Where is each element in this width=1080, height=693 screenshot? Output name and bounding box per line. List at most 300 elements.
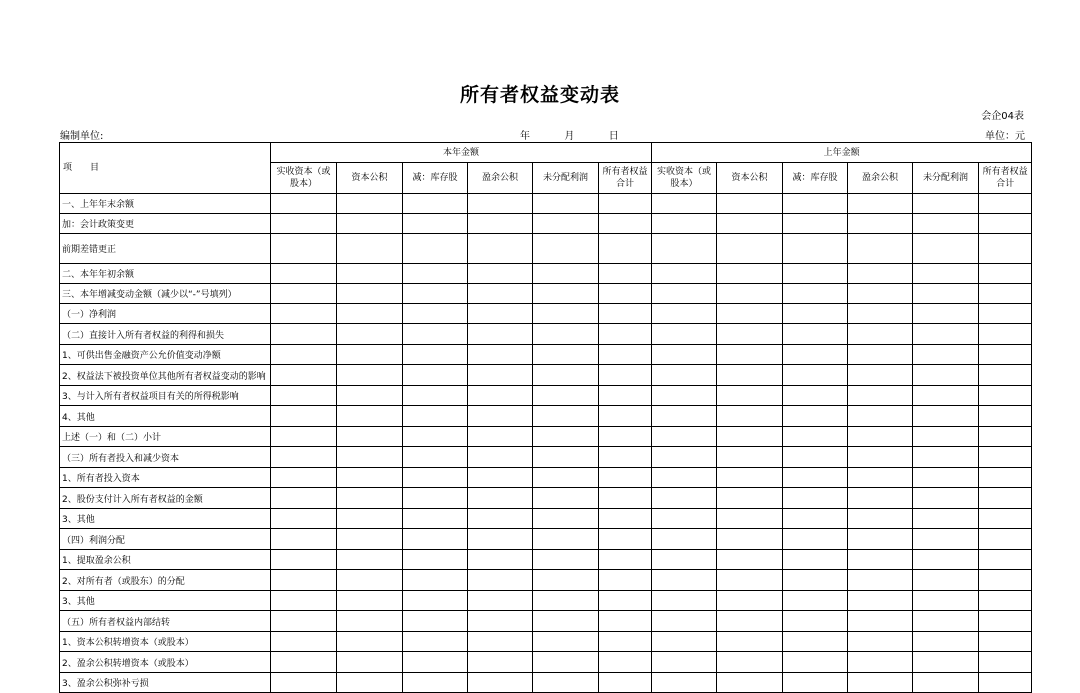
- amount-cell[interactable]: [403, 365, 468, 386]
- amount-cell[interactable]: [533, 447, 599, 468]
- amount-cell[interactable]: [717, 468, 783, 488]
- amount-cell[interactable]: [848, 304, 913, 324]
- amount-cell[interactable]: [848, 529, 913, 550]
- amount-cell[interactable]: [337, 386, 403, 406]
- amount-cell[interactable]: [979, 214, 1032, 234]
- amount-cell[interactable]: [783, 550, 848, 570]
- amount-cell[interactable]: [337, 264, 403, 284]
- amount-cell[interactable]: [652, 570, 717, 591]
- row-label: （二）直接计入所有者权益的利得和损失: [60, 324, 271, 345]
- amount-cell[interactable]: [652, 611, 717, 632]
- amount-cell[interactable]: [468, 529, 533, 550]
- amount-cell[interactable]: [652, 632, 717, 652]
- amount-cell[interactable]: [913, 468, 979, 488]
- amount-cell[interactable]: [979, 406, 1032, 427]
- amount-cell[interactable]: [913, 304, 979, 324]
- amount-cell[interactable]: [403, 284, 468, 304]
- amount-cell[interactable]: [979, 529, 1032, 550]
- amount-cell[interactable]: [403, 427, 468, 447]
- amount-cell[interactable]: [783, 194, 848, 214]
- amount-cell[interactable]: [652, 234, 717, 264]
- amount-cell[interactable]: [403, 264, 468, 284]
- amount-cell[interactable]: [652, 529, 717, 550]
- amount-cell[interactable]: [599, 632, 652, 652]
- amount-cell[interactable]: [403, 214, 468, 234]
- amount-cell[interactable]: [403, 591, 468, 611]
- amount-cell[interactable]: [652, 509, 717, 529]
- amount-cell[interactable]: [717, 324, 783, 345]
- amount-cell[interactable]: [652, 365, 717, 386]
- amount-cell[interactable]: [783, 214, 848, 234]
- amount-cell[interactable]: [599, 488, 652, 509]
- amount-cell[interactable]: [468, 447, 533, 468]
- amount-cell[interactable]: [979, 264, 1032, 284]
- amount-cell[interactable]: [652, 194, 717, 214]
- amount-cell[interactable]: [979, 468, 1032, 488]
- amount-cell[interactable]: [468, 570, 533, 591]
- amount-cell[interactable]: [533, 529, 599, 550]
- amount-cell[interactable]: [533, 386, 599, 406]
- amount-cell[interactable]: [717, 591, 783, 611]
- amount-cell[interactable]: [913, 345, 979, 365]
- amount-cell[interactable]: [848, 673, 913, 693]
- amount-cell[interactable]: [271, 284, 337, 304]
- amount-cell[interactable]: [468, 488, 533, 509]
- amount-cell[interactable]: [468, 673, 533, 693]
- amount-cell[interactable]: [403, 529, 468, 550]
- amount-cell[interactable]: [717, 345, 783, 365]
- amount-cell[interactable]: [783, 652, 848, 673]
- amount-cell[interactable]: [533, 591, 599, 611]
- amount-cell[interactable]: [783, 365, 848, 386]
- amount-cell[interactable]: [848, 386, 913, 406]
- amount-cell[interactable]: [717, 673, 783, 693]
- amount-cell[interactable]: [652, 488, 717, 509]
- amount-cell[interactable]: [717, 406, 783, 427]
- amount-cell[interactable]: [913, 264, 979, 284]
- amount-cell[interactable]: [533, 550, 599, 570]
- amount-cell[interactable]: [468, 632, 533, 652]
- amount-cell[interactable]: [599, 529, 652, 550]
- amount-cell[interactable]: [403, 632, 468, 652]
- amount-cell[interactable]: [533, 632, 599, 652]
- amount-cell[interactable]: [337, 345, 403, 365]
- amount-cell[interactable]: [271, 406, 337, 427]
- amount-cell[interactable]: [271, 345, 337, 365]
- row-label: 1、提取盈余公积: [60, 550, 271, 570]
- amount-cell[interactable]: [848, 509, 913, 529]
- amount-cell[interactable]: [913, 611, 979, 632]
- amount-cell[interactable]: [468, 234, 533, 264]
- amount-cell[interactable]: [652, 673, 717, 693]
- amount-cell[interactable]: [783, 284, 848, 304]
- amount-cell[interactable]: [783, 234, 848, 264]
- amount-cell[interactable]: [913, 194, 979, 214]
- amount-cell[interactable]: [717, 509, 783, 529]
- amount-cell[interactable]: [271, 264, 337, 284]
- amount-cell[interactable]: [468, 365, 533, 386]
- amount-cell[interactable]: [913, 284, 979, 304]
- amount-cell[interactable]: [337, 214, 403, 234]
- amount-cell[interactable]: [979, 234, 1032, 264]
- amount-cell[interactable]: [599, 611, 652, 632]
- amount-cell[interactable]: [271, 304, 337, 324]
- amount-cell[interactable]: [533, 214, 599, 234]
- amount-cell[interactable]: [783, 264, 848, 284]
- amount-cell[interactable]: [717, 550, 783, 570]
- amount-cell[interactable]: [599, 386, 652, 406]
- amount-cell[interactable]: [468, 194, 533, 214]
- amount-cell[interactable]: [783, 570, 848, 591]
- amount-cell[interactable]: [783, 509, 848, 529]
- amount-cell[interactable]: [979, 570, 1032, 591]
- amount-cell[interactable]: [848, 570, 913, 591]
- amount-cell[interactable]: [979, 304, 1032, 324]
- amount-cell[interactable]: [783, 673, 848, 693]
- amount-cell[interactable]: [271, 632, 337, 652]
- amount-cell[interactable]: [403, 406, 468, 427]
- amount-cell[interactable]: [337, 365, 403, 386]
- amount-cell[interactable]: [271, 550, 337, 570]
- amount-cell[interactable]: [337, 468, 403, 488]
- amount-cell[interactable]: [913, 529, 979, 550]
- amount-cell[interactable]: [979, 447, 1032, 468]
- amount-cell[interactable]: [652, 264, 717, 284]
- amount-cell[interactable]: [848, 264, 913, 284]
- amount-cell[interactable]: [979, 673, 1032, 693]
- amount-cell[interactable]: [337, 529, 403, 550]
- amount-cell[interactable]: [599, 591, 652, 611]
- amount-cell[interactable]: [271, 611, 337, 632]
- amount-cell[interactable]: [533, 284, 599, 304]
- amount-cell[interactable]: [848, 652, 913, 673]
- amount-cell[interactable]: [848, 447, 913, 468]
- amount-cell[interactable]: [533, 264, 599, 284]
- amount-cell[interactable]: [979, 427, 1032, 447]
- amount-cell[interactable]: [271, 591, 337, 611]
- amount-cell[interactable]: [717, 570, 783, 591]
- amount-cell[interactable]: [913, 570, 979, 591]
- amount-cell[interactable]: [337, 304, 403, 324]
- amount-cell[interactable]: [652, 406, 717, 427]
- column-header-prior-2: 资本公积: [717, 163, 783, 194]
- amount-cell[interactable]: [468, 652, 533, 673]
- amount-cell[interactable]: [271, 194, 337, 214]
- amount-cell[interactable]: [403, 447, 468, 468]
- amount-cell[interactable]: [979, 194, 1032, 214]
- amount-cell[interactable]: [533, 365, 599, 386]
- amount-cell[interactable]: [599, 194, 652, 214]
- amount-cell[interactable]: [533, 194, 599, 214]
- amount-cell[interactable]: [913, 632, 979, 652]
- amount-cell[interactable]: [848, 427, 913, 447]
- amount-cell[interactable]: [848, 488, 913, 509]
- amount-cell[interactable]: [337, 652, 403, 673]
- amount-cell[interactable]: [979, 509, 1032, 529]
- amount-cell[interactable]: [783, 324, 848, 345]
- amount-cell[interactable]: [652, 427, 717, 447]
- amount-cell[interactable]: [717, 234, 783, 264]
- amount-cell[interactable]: [979, 652, 1032, 673]
- amount-cell[interactable]: [468, 264, 533, 284]
- amount-cell[interactable]: [468, 611, 533, 632]
- amount-cell[interactable]: [599, 304, 652, 324]
- amount-cell[interactable]: [533, 611, 599, 632]
- amount-cell[interactable]: [468, 214, 533, 234]
- amount-cell[interactable]: [403, 324, 468, 345]
- amount-cell[interactable]: [271, 386, 337, 406]
- amount-cell[interactable]: [403, 611, 468, 632]
- amount-cell[interactable]: [783, 345, 848, 365]
- table-row: [60, 264, 1032, 284]
- amount-cell[interactable]: [599, 345, 652, 365]
- amount-cell[interactable]: [271, 652, 337, 673]
- amount-cell[interactable]: [913, 427, 979, 447]
- amount-cell[interactable]: [468, 550, 533, 570]
- amount-cell[interactable]: [468, 468, 533, 488]
- amount-cell[interactable]: [717, 194, 783, 214]
- amount-cell[interactable]: [717, 447, 783, 468]
- amount-cell[interactable]: [599, 406, 652, 427]
- amount-cell[interactable]: [913, 234, 979, 264]
- amount-cell[interactable]: [913, 673, 979, 693]
- amount-cell[interactable]: [599, 234, 652, 264]
- amount-cell[interactable]: [533, 324, 599, 345]
- amount-cell[interactable]: [717, 214, 783, 234]
- amount-cell[interactable]: [599, 447, 652, 468]
- amount-cell[interactable]: [717, 611, 783, 632]
- amount-cell[interactable]: [783, 447, 848, 468]
- amount-cell[interactable]: [337, 194, 403, 214]
- amount-cell[interactable]: [533, 652, 599, 673]
- amount-cell[interactable]: [599, 427, 652, 447]
- row-label: 二、本年年初余额: [60, 264, 271, 284]
- amount-cell[interactable]: [913, 550, 979, 570]
- amount-cell[interactable]: [468, 386, 533, 406]
- amount-cell[interactable]: [913, 509, 979, 529]
- amount-cell[interactable]: [783, 529, 848, 550]
- amount-cell[interactable]: [468, 345, 533, 365]
- amount-cell[interactable]: [271, 570, 337, 591]
- amount-cell[interactable]: [337, 234, 403, 264]
- amount-cell[interactable]: [717, 427, 783, 447]
- amount-cell[interactable]: [533, 234, 599, 264]
- amount-cell[interactable]: [337, 509, 403, 529]
- amount-cell[interactable]: [848, 284, 913, 304]
- amount-cell[interactable]: [271, 468, 337, 488]
- amount-cell[interactable]: [599, 509, 652, 529]
- amount-cell[interactable]: [337, 427, 403, 447]
- amount-cell[interactable]: [783, 406, 848, 427]
- amount-cell[interactable]: [652, 386, 717, 406]
- amount-cell[interactable]: [599, 468, 652, 488]
- amount-cell[interactable]: [403, 345, 468, 365]
- amount-cell[interactable]: [468, 304, 533, 324]
- amount-cell[interactable]: [913, 488, 979, 509]
- amount-cell[interactable]: [979, 488, 1032, 509]
- amount-cell[interactable]: [271, 365, 337, 386]
- amount-cell[interactable]: [403, 652, 468, 673]
- amount-cell[interactable]: [783, 468, 848, 488]
- amount-cell[interactable]: [717, 632, 783, 652]
- amount-cell[interactable]: [913, 365, 979, 386]
- amount-cell[interactable]: [533, 570, 599, 591]
- amount-cell[interactable]: [717, 652, 783, 673]
- amount-cell[interactable]: [337, 611, 403, 632]
- amount-cell[interactable]: [848, 611, 913, 632]
- amount-cell[interactable]: [337, 284, 403, 304]
- amount-cell[interactable]: [848, 214, 913, 234]
- amount-cell[interactable]: [848, 194, 913, 214]
- amount-cell[interactable]: [337, 570, 403, 591]
- amount-cell[interactable]: [979, 611, 1032, 632]
- amount-cell[interactable]: [337, 632, 403, 652]
- amount-cell[interactable]: [337, 406, 403, 427]
- amount-cell[interactable]: [403, 570, 468, 591]
- amount-cell[interactable]: [533, 468, 599, 488]
- amount-cell[interactable]: [717, 284, 783, 304]
- amount-cell[interactable]: [783, 488, 848, 509]
- amount-cell[interactable]: [271, 427, 337, 447]
- amount-cell[interactable]: [652, 447, 717, 468]
- amount-cell[interactable]: [533, 304, 599, 324]
- amount-cell[interactable]: [783, 591, 848, 611]
- amount-cell[interactable]: [979, 591, 1032, 611]
- amount-cell[interactable]: [468, 324, 533, 345]
- amount-cell[interactable]: [271, 324, 337, 345]
- amount-cell[interactable]: [652, 468, 717, 488]
- row-label: 3、其他: [60, 591, 271, 611]
- amount-cell[interactable]: [717, 264, 783, 284]
- amount-cell[interactable]: [533, 345, 599, 365]
- amount-cell[interactable]: [599, 673, 652, 693]
- amount-cell[interactable]: [599, 365, 652, 386]
- amount-cell[interactable]: [271, 488, 337, 509]
- amount-cell[interactable]: [913, 324, 979, 345]
- amount-cell[interactable]: [979, 284, 1032, 304]
- amount-cell[interactable]: [533, 406, 599, 427]
- amount-cell[interactable]: [599, 284, 652, 304]
- amount-cell[interactable]: [913, 652, 979, 673]
- amount-cell[interactable]: [403, 673, 468, 693]
- amount-cell[interactable]: [848, 234, 913, 264]
- amount-cell[interactable]: [717, 488, 783, 509]
- amount-cell[interactable]: [783, 386, 848, 406]
- amount-cell[interactable]: [403, 234, 468, 264]
- table-row: [60, 611, 1032, 632]
- amount-cell[interactable]: [652, 550, 717, 570]
- amount-cell[interactable]: [468, 591, 533, 611]
- amount-cell[interactable]: [271, 673, 337, 693]
- amount-cell[interactable]: [913, 447, 979, 468]
- table-row: [60, 427, 1032, 447]
- amount-cell[interactable]: [652, 304, 717, 324]
- amount-cell[interactable]: [848, 324, 913, 345]
- amount-cell[interactable]: [913, 591, 979, 611]
- amount-cell[interactable]: [979, 324, 1032, 345]
- row-label: 2、盈余公积转增资本（或股本）: [60, 652, 271, 673]
- amount-cell[interactable]: [271, 214, 337, 234]
- amount-cell[interactable]: [717, 386, 783, 406]
- amount-cell[interactable]: [848, 550, 913, 570]
- amount-cell[interactable]: [337, 324, 403, 345]
- amount-cell[interactable]: [652, 652, 717, 673]
- amount-cell[interactable]: [599, 264, 652, 284]
- amount-cell[interactable]: [848, 345, 913, 365]
- amount-cell[interactable]: [599, 652, 652, 673]
- amount-cell[interactable]: [403, 386, 468, 406]
- column-header-current-6: 所有者权益合计: [599, 163, 652, 194]
- amount-cell[interactable]: [913, 406, 979, 427]
- amount-cell[interactable]: [848, 406, 913, 427]
- amount-cell[interactable]: [599, 324, 652, 345]
- amount-cell[interactable]: [468, 427, 533, 447]
- amount-cell[interactable]: [468, 509, 533, 529]
- amount-cell[interactable]: [403, 488, 468, 509]
- amount-cell[interactable]: [337, 673, 403, 693]
- amount-cell[interactable]: [979, 365, 1032, 386]
- amount-cell[interactable]: [652, 345, 717, 365]
- amount-cell[interactable]: [848, 591, 913, 611]
- amount-cell[interactable]: [979, 345, 1032, 365]
- amount-cell[interactable]: [717, 304, 783, 324]
- amount-cell[interactable]: [403, 509, 468, 529]
- amount-cell[interactable]: [848, 632, 913, 652]
- amount-cell[interactable]: [337, 591, 403, 611]
- amount-cell[interactable]: [403, 468, 468, 488]
- amount-cell[interactable]: [337, 488, 403, 509]
- amount-cell[interactable]: [468, 284, 533, 304]
- amount-cell[interactable]: [652, 214, 717, 234]
- table-row: [60, 194, 1032, 214]
- amount-cell[interactable]: [652, 284, 717, 304]
- amount-cell[interactable]: [979, 550, 1032, 570]
- amount-cell[interactable]: [533, 488, 599, 509]
- amount-cell[interactable]: [271, 509, 337, 529]
- amount-cell[interactable]: [599, 214, 652, 234]
- amount-cell[interactable]: [403, 194, 468, 214]
- amount-cell[interactable]: [717, 529, 783, 550]
- table-row: [60, 632, 1032, 652]
- amount-cell[interactable]: [979, 386, 1032, 406]
- amount-cell[interactable]: [652, 324, 717, 345]
- amount-cell[interactable]: [848, 468, 913, 488]
- amount-cell[interactable]: [783, 427, 848, 447]
- amount-cell[interactable]: [337, 550, 403, 570]
- amount-cell[interactable]: [652, 591, 717, 611]
- amount-cell[interactable]: [717, 365, 783, 386]
- amount-cell[interactable]: [599, 550, 652, 570]
- amount-cell[interactable]: [533, 427, 599, 447]
- amount-cell[interactable]: [599, 570, 652, 591]
- amount-cell[interactable]: [783, 304, 848, 324]
- amount-cell[interactable]: [403, 550, 468, 570]
- amount-cell[interactable]: [913, 214, 979, 234]
- amount-cell[interactable]: [783, 632, 848, 652]
- amount-cell[interactable]: [271, 234, 337, 264]
- amount-cell[interactable]: [533, 673, 599, 693]
- amount-cell[interactable]: [848, 365, 913, 386]
- amount-cell[interactable]: [468, 406, 533, 427]
- amount-cell[interactable]: [913, 386, 979, 406]
- amount-cell[interactable]: [337, 447, 403, 468]
- amount-cell[interactable]: [403, 304, 468, 324]
- amount-cell[interactable]: [533, 509, 599, 529]
- amount-cell[interactable]: [271, 529, 337, 550]
- amount-cell[interactable]: [271, 447, 337, 468]
- amount-cell[interactable]: [979, 632, 1032, 652]
- amount-cell[interactable]: [783, 611, 848, 632]
